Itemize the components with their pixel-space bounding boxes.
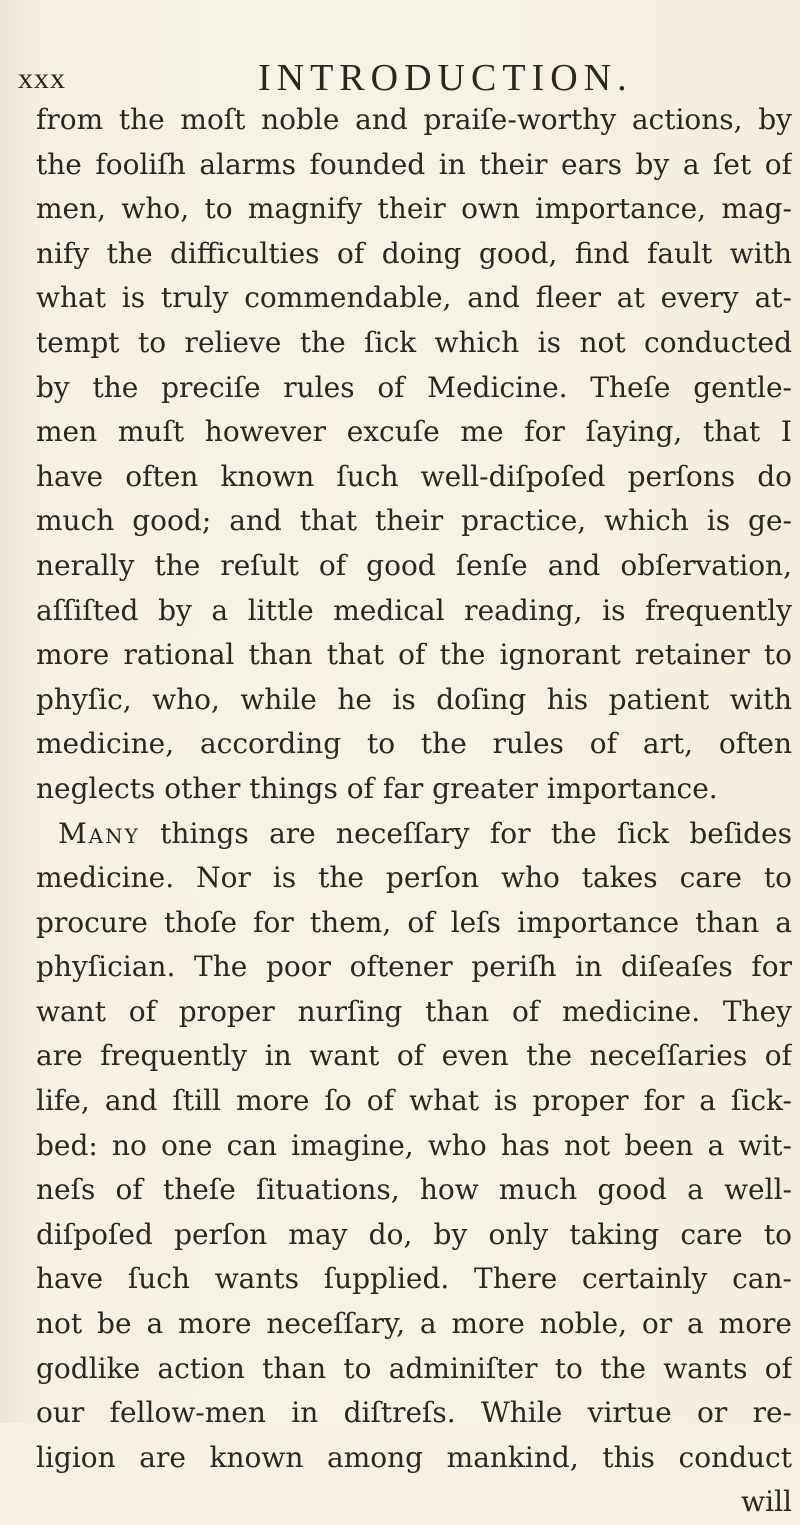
text-line: much good; and that their practice, which is ge- <box>36 504 792 538</box>
text-line: tempt to relieve the ſick which is not conducted <box>36 325 792 359</box>
paragraph-start-line <box>36 812 792 857</box>
body-text <box>36 98 792 1525</box>
drop-word: Many <box>58 816 140 850</box>
text-line: nerally the reſult of good ſenſe and obſervation, <box>36 548 792 582</box>
paragraph-end-line: neglects other things of far greater importance. <box>36 771 718 805</box>
text-line: not be a more neceſſary, a more noble, or a more <box>36 1307 792 1341</box>
text-line: procure thoſe for them, of leſs importance than a <box>36 905 792 939</box>
text-line: want of proper nurſing than of medicine. They <box>36 994 792 1028</box>
text-line: neſs of theſe ſituations, how much good a well- <box>36 1173 792 1207</box>
text-line: godlike action than to adminiſter to the wants of <box>36 1351 792 1385</box>
text-line: medicine. Nor is the perſon who takes care to <box>36 861 792 895</box>
catchword: will <box>741 1485 792 1519</box>
text-line: more rational than that of the ignorant retainer to <box>36 638 792 672</box>
text-line: ligion are known among mankind, this conduct <box>36 1440 792 1474</box>
running-title: INTRODUCTION. <box>258 57 633 99</box>
text-line: phyſic, who, while he is doſing his patient with <box>36 682 792 716</box>
text-line: what is truly commendable, and fleer at every at- <box>36 281 792 315</box>
text-line: life, and ſtill more ſo of what is proper for a ſick- <box>36 1084 792 1118</box>
text-line: the fooliſh alarms founded in their ears by a ſet of <box>36 147 792 181</box>
text-line-rest: things are neceſſary for the ſick beſides <box>139 816 792 850</box>
text-line: nify the difficulties of doing good, find fault with <box>36 236 792 270</box>
running-head <box>18 50 782 100</box>
page-number: xxx <box>18 62 66 95</box>
text-line: aſſiſted by a little medical reading, is frequently <box>36 593 792 627</box>
text-line: medicine, according to the rules of art, often <box>36 727 792 761</box>
text-line: our fellow-men in diſtreſs. While virtue or re- <box>36 1396 792 1430</box>
text-line: are frequently in want of even the neceſſaries of <box>36 1039 792 1073</box>
text-line: by the preciſe rules of Medicine. Theſe gentle- <box>36 370 792 404</box>
text-line: from the moſt noble and praiſe-worthy actions, by <box>36 103 792 136</box>
text-line: men muſt however excuſe me for ſaying, that I <box>36 415 792 449</box>
text-line: men, who, to magnify their own importance, mag- <box>36 192 792 226</box>
text-line: have ſuch wants ſupplied. There certainly can- <box>36 1262 792 1296</box>
text-line: phyſician. The poor oftener periſh in diſeaſes for <box>36 950 792 984</box>
text-line: bed: no one can imagine, who has not been a wit- <box>36 1128 792 1162</box>
text-line: have often known ſuch well-diſpoſed perſons do <box>36 459 792 493</box>
text-line: diſpoſed perſon may do, by only taking care to <box>36 1217 792 1251</box>
